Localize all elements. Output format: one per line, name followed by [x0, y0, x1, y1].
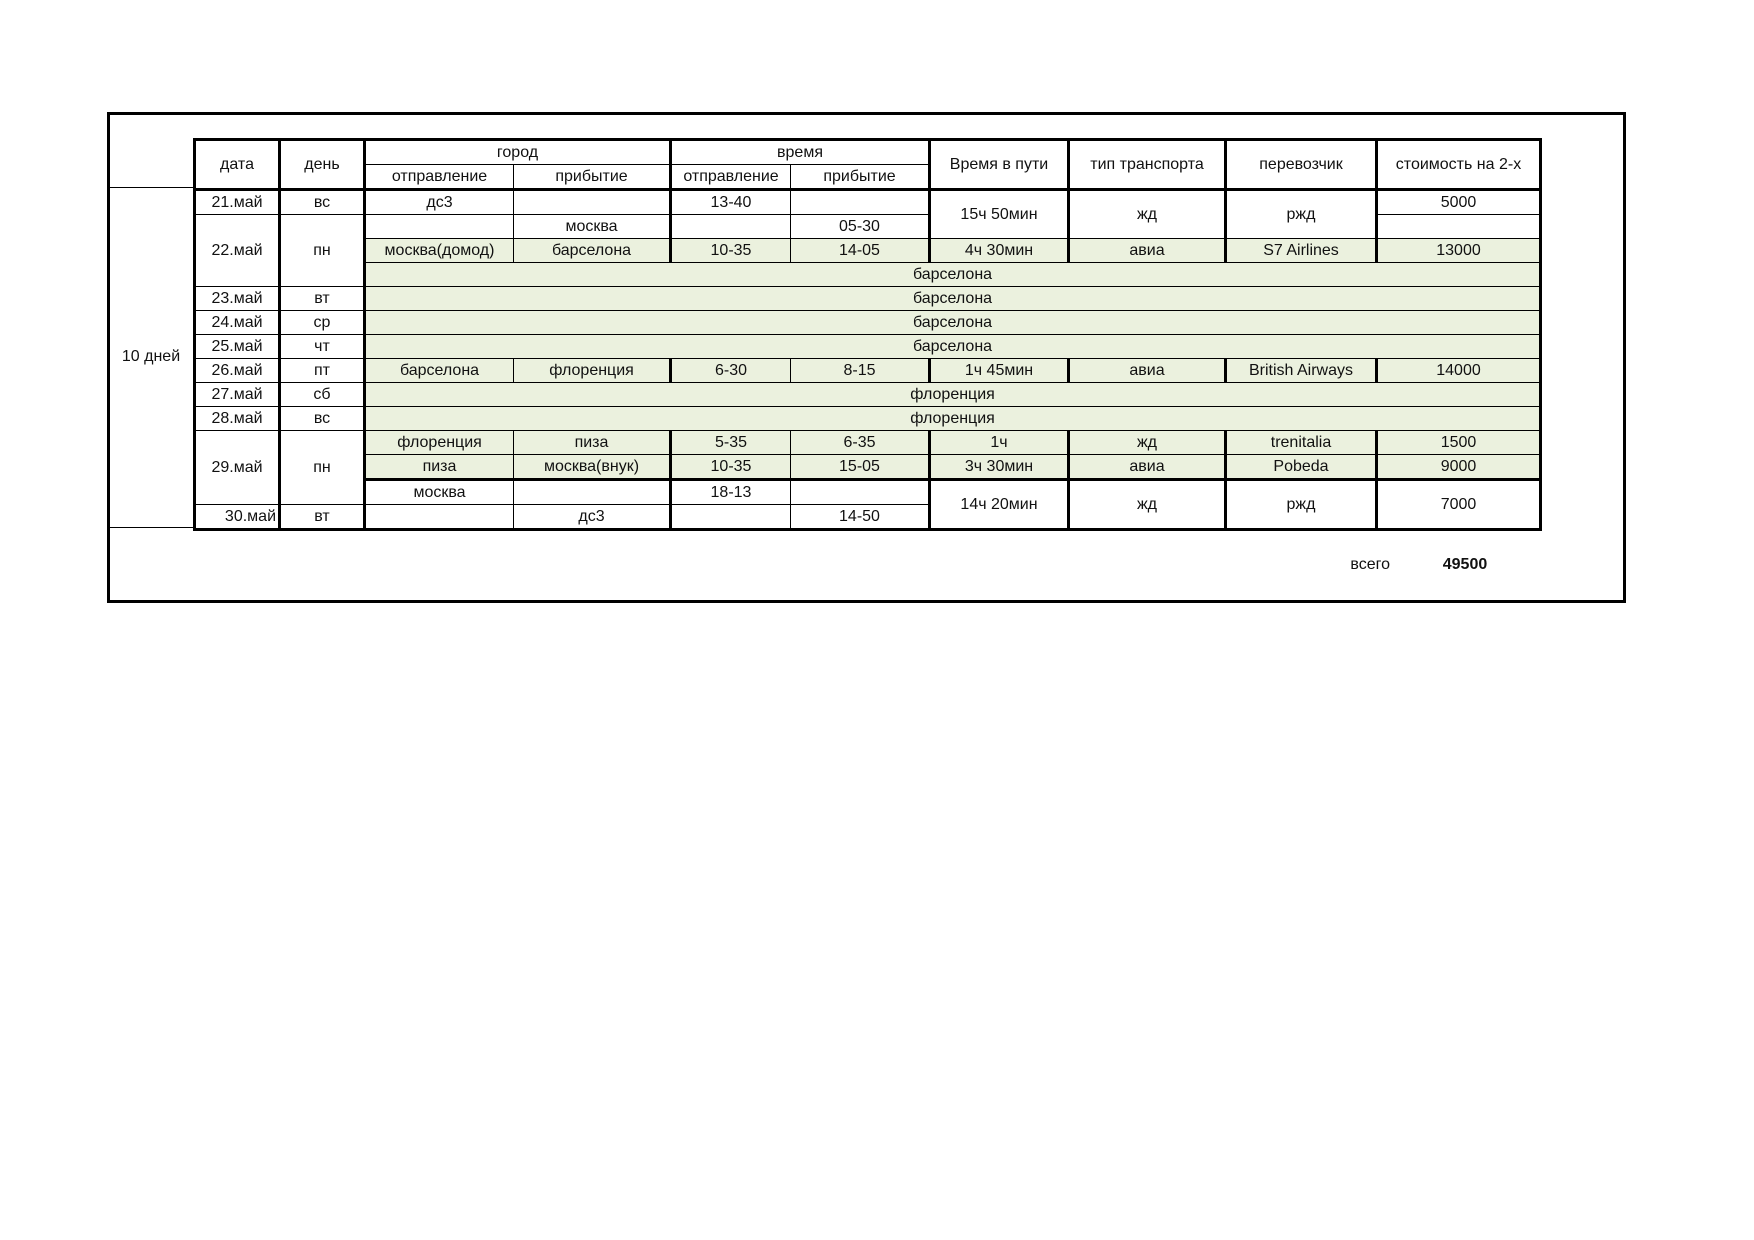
arrival-city-cell — [514, 190, 671, 215]
cost-cell — [1377, 215, 1541, 239]
arrival-city-cell: флоренция — [514, 359, 671, 383]
arrival-city-cell: пиза — [514, 431, 671, 455]
date-cell: 27.май — [195, 383, 280, 407]
departure-time-cell: 18-13 — [671, 480, 791, 505]
travel-time-cell: 1ч — [930, 431, 1069, 455]
date-cell: 23.май — [195, 287, 280, 311]
date-cell: 24.май — [195, 311, 280, 335]
header-row — [195, 140, 1541, 165]
departure-time-cell: 10-35 — [671, 455, 791, 480]
travel-time-cell: 14ч 20мин — [930, 480, 1069, 530]
cost-cell: 13000 — [1377, 239, 1541, 263]
stay-cell: барселона — [365, 263, 1541, 287]
arrival-time-cell — [791, 190, 930, 215]
departure-city-cell — [365, 215, 514, 239]
stay-cell: барселона — [365, 287, 1541, 311]
carrier-cell: Pobeda — [1226, 455, 1377, 480]
departure-time-cell: 10-35 — [671, 239, 791, 263]
departure-city-cell: флоренция — [365, 431, 514, 455]
arrival-time-cell: 15-05 — [791, 455, 930, 480]
arrival-time-cell: 05-30 — [791, 215, 930, 239]
stay-cell: барселона — [365, 311, 1541, 335]
table-row — [195, 359, 1541, 383]
departure-city-cell: дс3 — [365, 190, 514, 215]
stay-cell: флоренция — [365, 383, 1541, 407]
travel-time-cell: 1ч 45мин — [930, 359, 1069, 383]
table-row — [195, 431, 1541, 455]
departure-city-cell — [365, 505, 514, 530]
transport-type-cell: авиа — [1069, 455, 1226, 480]
weekday-cell: ср — [280, 311, 365, 335]
table-row — [195, 407, 1541, 431]
transport-type-cell: жд — [1069, 190, 1226, 239]
header-day: день — [280, 140, 365, 190]
date-cell: 22.май — [195, 215, 280, 287]
header-city: город — [365, 140, 671, 165]
weekday-cell: вт — [280, 287, 365, 311]
weekday-cell: вт — [280, 505, 365, 530]
transport-type-cell: авиа — [1069, 239, 1226, 263]
cost-cell: 9000 — [1377, 455, 1541, 480]
table-row — [195, 335, 1541, 359]
transport-type-cell: жд — [1069, 480, 1226, 530]
travel-time-cell: 4ч 30мин — [930, 239, 1069, 263]
header-transport-type: тип транспорта — [1069, 140, 1226, 190]
travel-time-cell: 15ч 50мин — [930, 190, 1069, 239]
arrival-city-cell: дс3 — [514, 505, 671, 530]
table-row — [195, 480, 1541, 505]
header-carrier: перевозчик — [1226, 140, 1377, 190]
frame-divider-top — [107, 187, 194, 188]
departure-time-cell — [671, 505, 791, 530]
date-cell: 21.май — [195, 190, 280, 215]
arrival-city-cell: москва — [514, 215, 671, 239]
weekday-cell: чт — [280, 335, 365, 359]
departure-time-cell: 6-30 — [671, 359, 791, 383]
arrival-time-cell: 14-05 — [791, 239, 930, 263]
transport-type-cell: жд — [1069, 431, 1226, 455]
trip-duration-label: 10 дней — [121, 348, 181, 365]
date-cell: 25.май — [195, 335, 280, 359]
date-cell: 29.май — [195, 431, 280, 505]
cost-cell: 5000 — [1377, 190, 1541, 215]
stay-cell: барселона — [365, 335, 1541, 359]
header-travel-time: Время в пути — [930, 140, 1069, 190]
table-row — [195, 383, 1541, 407]
arrival-time-cell: 6-35 — [791, 431, 930, 455]
cost-cell: 14000 — [1377, 359, 1541, 383]
header-cost: стоимость на 2-х — [1377, 140, 1541, 190]
departure-city-cell: барселона — [365, 359, 514, 383]
table-row — [195, 263, 1541, 287]
table-row — [195, 190, 1541, 215]
transport-type-cell: авиа — [1069, 359, 1226, 383]
arrival-city-cell — [514, 480, 671, 505]
carrier-cell: S7 Airlines — [1226, 239, 1377, 263]
table-row — [195, 239, 1541, 263]
weekday-cell: пт — [280, 359, 365, 383]
total-label: всего — [1350, 556, 1390, 573]
table-row — [195, 311, 1541, 335]
header-city-departure: отправление — [365, 165, 514, 190]
total-value: 49500 — [1442, 556, 1488, 573]
travel-time-cell: 3ч 30мин — [930, 455, 1069, 480]
arrival-time-cell — [791, 480, 930, 505]
stay-cell: флоренция — [365, 407, 1541, 431]
departure-city-cell: пиза — [365, 455, 514, 480]
travel-schedule-table — [193, 138, 1542, 531]
departure-city-cell: москва — [365, 480, 514, 505]
header-date: дата — [195, 140, 280, 190]
header-city-arrival: прибытие — [514, 165, 671, 190]
frame-divider-bottom — [107, 527, 194, 528]
arrival-time-cell: 8-15 — [791, 359, 930, 383]
departure-time-cell: 5-35 — [671, 431, 791, 455]
date-cell: 30.май — [195, 505, 280, 530]
weekday-cell: пн — [280, 215, 365, 287]
table-row — [195, 455, 1541, 480]
departure-city-cell: москва(домод) — [365, 239, 514, 263]
weekday-cell: сб — [280, 383, 365, 407]
carrier-cell: British Airways — [1226, 359, 1377, 383]
date-cell: 28.май — [195, 407, 280, 431]
carrier-cell: ржд — [1226, 480, 1377, 530]
carrier-cell: trenitalia — [1226, 431, 1377, 455]
weekday-cell: вс — [280, 190, 365, 215]
departure-time-cell — [671, 215, 791, 239]
header-time: время — [671, 140, 930, 165]
arrival-city-cell: москва(внук) — [514, 455, 671, 480]
cost-cell: 1500 — [1377, 431, 1541, 455]
weekday-cell: вс — [280, 407, 365, 431]
carrier-cell: ржд — [1226, 190, 1377, 239]
cost-cell: 7000 — [1377, 480, 1541, 530]
arrival-city-cell: барселона — [514, 239, 671, 263]
arrival-time-cell: 14-50 — [791, 505, 930, 530]
header-time-departure: отправление — [671, 165, 791, 190]
weekday-cell: пн — [280, 431, 365, 505]
table-row — [195, 287, 1541, 311]
header-time-arrival: прибытие — [791, 165, 930, 190]
departure-time-cell: 13-40 — [671, 190, 791, 215]
date-cell: 26.май — [195, 359, 280, 383]
